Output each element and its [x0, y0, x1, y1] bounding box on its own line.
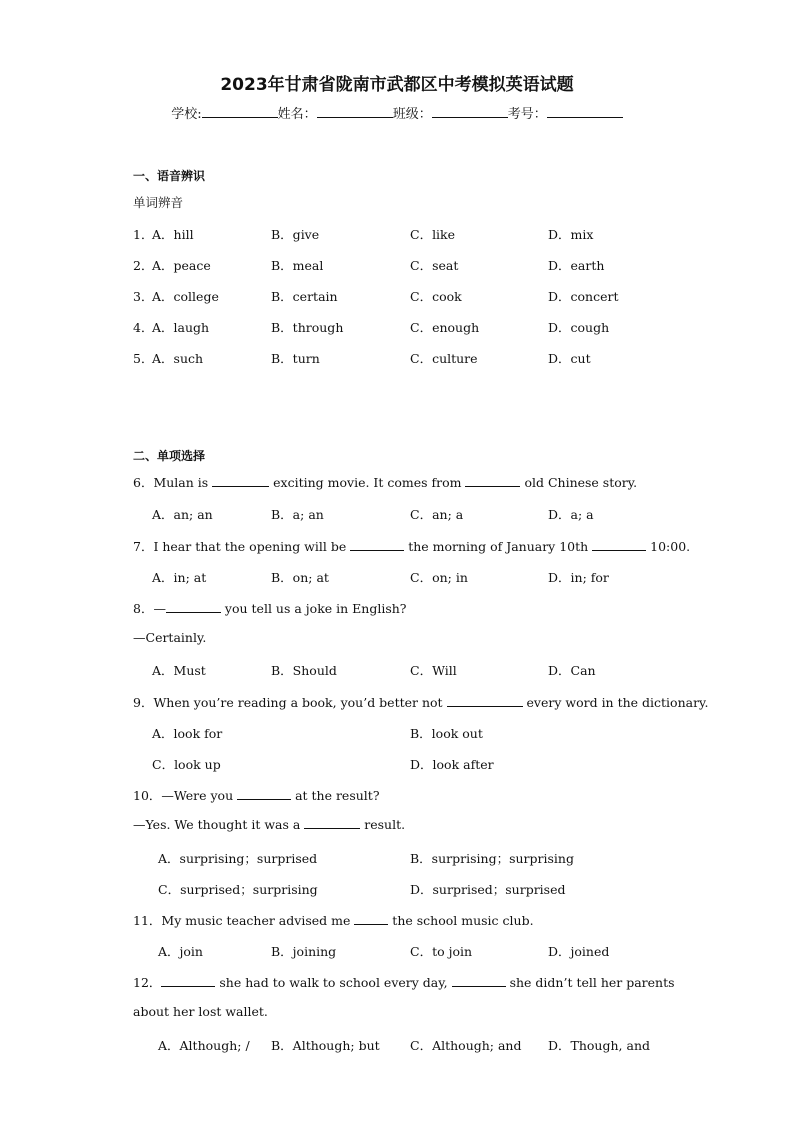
stem-text: 6．Mulan is [133, 475, 213, 490]
q8-option-d[interactable]: D．Can [548, 663, 596, 678]
question-10-reply [133, 817, 405, 832]
question-8-reply: —Certainly. [133, 630, 207, 645]
question-10-stem [133, 786, 380, 804]
exam-number-blank[interactable] [547, 105, 623, 118]
question-9-stem [133, 693, 708, 711]
question-number: 5． [133, 351, 154, 366]
answer-blank[interactable] [161, 975, 215, 987]
answer-blank[interactable] [592, 539, 646, 551]
q7-option-c[interactable]: C．on; in [410, 570, 468, 585]
q11-option-d[interactable]: D．joined [548, 944, 610, 959]
option-c[interactable]: C．enough [410, 320, 480, 335]
answer-blank[interactable] [350, 539, 404, 551]
option-c[interactable]: C．cook [410, 289, 462, 304]
stem-text: 10．—Were you [133, 788, 238, 803]
stem-text: she didn’t tell her parents [505, 975, 675, 990]
question-number: 4． [133, 320, 154, 335]
stem-text: you tell us a joke in English? [220, 601, 407, 616]
answer-blank[interactable] [304, 817, 360, 829]
q12-option-d[interactable]: D．Though, and [548, 1038, 650, 1053]
q12-option-a[interactable]: A．Although; / [158, 1038, 250, 1053]
stem-text: —Yes. We thought it was a [133, 817, 305, 832]
question-number: 2． [133, 258, 154, 273]
option-b[interactable]: B．certain [271, 289, 338, 304]
q12-option-c[interactable]: C．Although; and [410, 1038, 522, 1053]
q11-option-a[interactable]: A．join [158, 944, 203, 959]
option-b[interactable]: B．give [271, 227, 320, 242]
stem-text: she had to walk to school every day, [215, 975, 452, 990]
question-11-stem [133, 911, 534, 929]
answer-blank[interactable] [237, 788, 291, 800]
stem-text: 10:00. [646, 539, 691, 554]
option-d[interactable]: D．mix [548, 227, 594, 242]
answer-blank[interactable] [354, 913, 388, 925]
section-heading-phonetics: 一、语音辨识 [133, 169, 206, 183]
option-d[interactable]: D．cut [548, 351, 591, 366]
option-b[interactable]: B．meal [271, 258, 324, 273]
stem-text: at the result? [291, 788, 380, 803]
option-d[interactable]: D．earth [548, 258, 605, 273]
option-a[interactable]: A．college [152, 289, 219, 304]
q7-option-d[interactable]: D．in; for [548, 570, 609, 585]
option-d[interactable]: D．cough [548, 320, 610, 335]
q8-option-a[interactable]: A．Must [152, 663, 206, 678]
q9-option-b[interactable]: B．look out [410, 726, 483, 741]
option-c[interactable]: C．seat [410, 258, 459, 273]
question-12-stem [133, 973, 675, 991]
q10-option-b[interactable]: B．surprising；surprising [410, 851, 574, 866]
option-a[interactable]: A．such [152, 351, 204, 366]
school-blank[interactable] [202, 105, 278, 118]
option-a[interactable]: A．laugh [152, 320, 210, 335]
stem-text: exciting movie. It comes from [269, 475, 466, 490]
option-a[interactable]: A．hill [152, 227, 194, 242]
answer-blank[interactable] [452, 975, 506, 987]
q10-option-d[interactable]: D．surprised；surprised [410, 882, 566, 897]
answer-blank[interactable] [465, 475, 520, 487]
q6-option-d[interactable]: D．a; a [548, 507, 594, 522]
question-12-stem-cont: about her lost wallet. [133, 1004, 268, 1019]
section-heading-single-choice: 二、单项选择 [133, 449, 206, 463]
stem-text: 8．— [133, 601, 166, 616]
q8-option-c[interactable]: C．Will [410, 663, 457, 678]
school-label: 学校: [171, 107, 202, 122]
question-8-stem [133, 599, 407, 617]
stem-text: the school music club. [388, 913, 534, 928]
q6-option-a[interactable]: A．an; an [152, 507, 213, 522]
option-b[interactable]: B．through [271, 320, 344, 335]
q9-option-d[interactable]: D．look after [410, 757, 494, 772]
question-6-stem [133, 473, 637, 491]
option-c[interactable]: C．like [410, 227, 456, 242]
q11-option-b[interactable]: B．joining [271, 944, 337, 959]
q7-option-b[interactable]: B．on; at [271, 570, 329, 585]
answer-blank[interactable] [447, 695, 523, 707]
q10-option-c[interactable]: C．surprised；surprising [158, 882, 318, 897]
q7-option-a[interactable]: A．in; at [152, 570, 207, 585]
student-info-line [0, 103, 794, 122]
question-number: 1． [133, 227, 154, 242]
q11-option-c[interactable]: C．to join [410, 944, 473, 959]
stem-text: old Chinese story. [520, 475, 638, 490]
option-a[interactable]: A．peace [152, 258, 211, 273]
stem-text: 12． [133, 975, 162, 990]
name-label: 姓名： [277, 107, 317, 122]
q6-option-c[interactable]: C．an; a [410, 507, 464, 522]
stem-text: result. [360, 817, 406, 832]
option-b[interactable]: B．turn [271, 351, 320, 366]
q8-option-b[interactable]: B．Should [271, 663, 337, 678]
class-blank[interactable] [432, 105, 508, 118]
section-subheading: 单词辨音 [133, 195, 184, 210]
q12-option-b[interactable]: B．Although; but [271, 1038, 380, 1053]
stem-text: every word in the dictionary. [522, 695, 709, 710]
option-d[interactable]: D．concert [548, 289, 619, 304]
answer-blank[interactable] [166, 601, 221, 613]
stem-text: 7．I hear that the opening will be [133, 539, 351, 554]
q10-option-a[interactable]: A．surprising；surprised [158, 851, 318, 866]
exam-number-label: 考号： [507, 107, 547, 122]
name-blank[interactable] [317, 105, 393, 118]
answer-blank[interactable] [212, 475, 269, 487]
question-number: 3． [133, 289, 154, 304]
q9-option-a[interactable]: A．look for [152, 726, 223, 741]
q9-option-c[interactable]: C．look up [152, 757, 221, 772]
stem-text: the morning of January 10th [404, 539, 593, 554]
stem-text: 11．My music teacher advised me [133, 913, 355, 928]
class-label: 班级： [392, 107, 432, 122]
option-c[interactable]: C．culture [410, 351, 478, 366]
page-title: 2023年甘肃省陇南市武都区中考模拟英语试题 [220, 75, 574, 95]
question-7-stem [133, 537, 690, 555]
q6-option-b[interactable]: B．a; an [271, 507, 324, 522]
stem-text: 9．When you’re reading a book, you’d better not [133, 695, 447, 710]
